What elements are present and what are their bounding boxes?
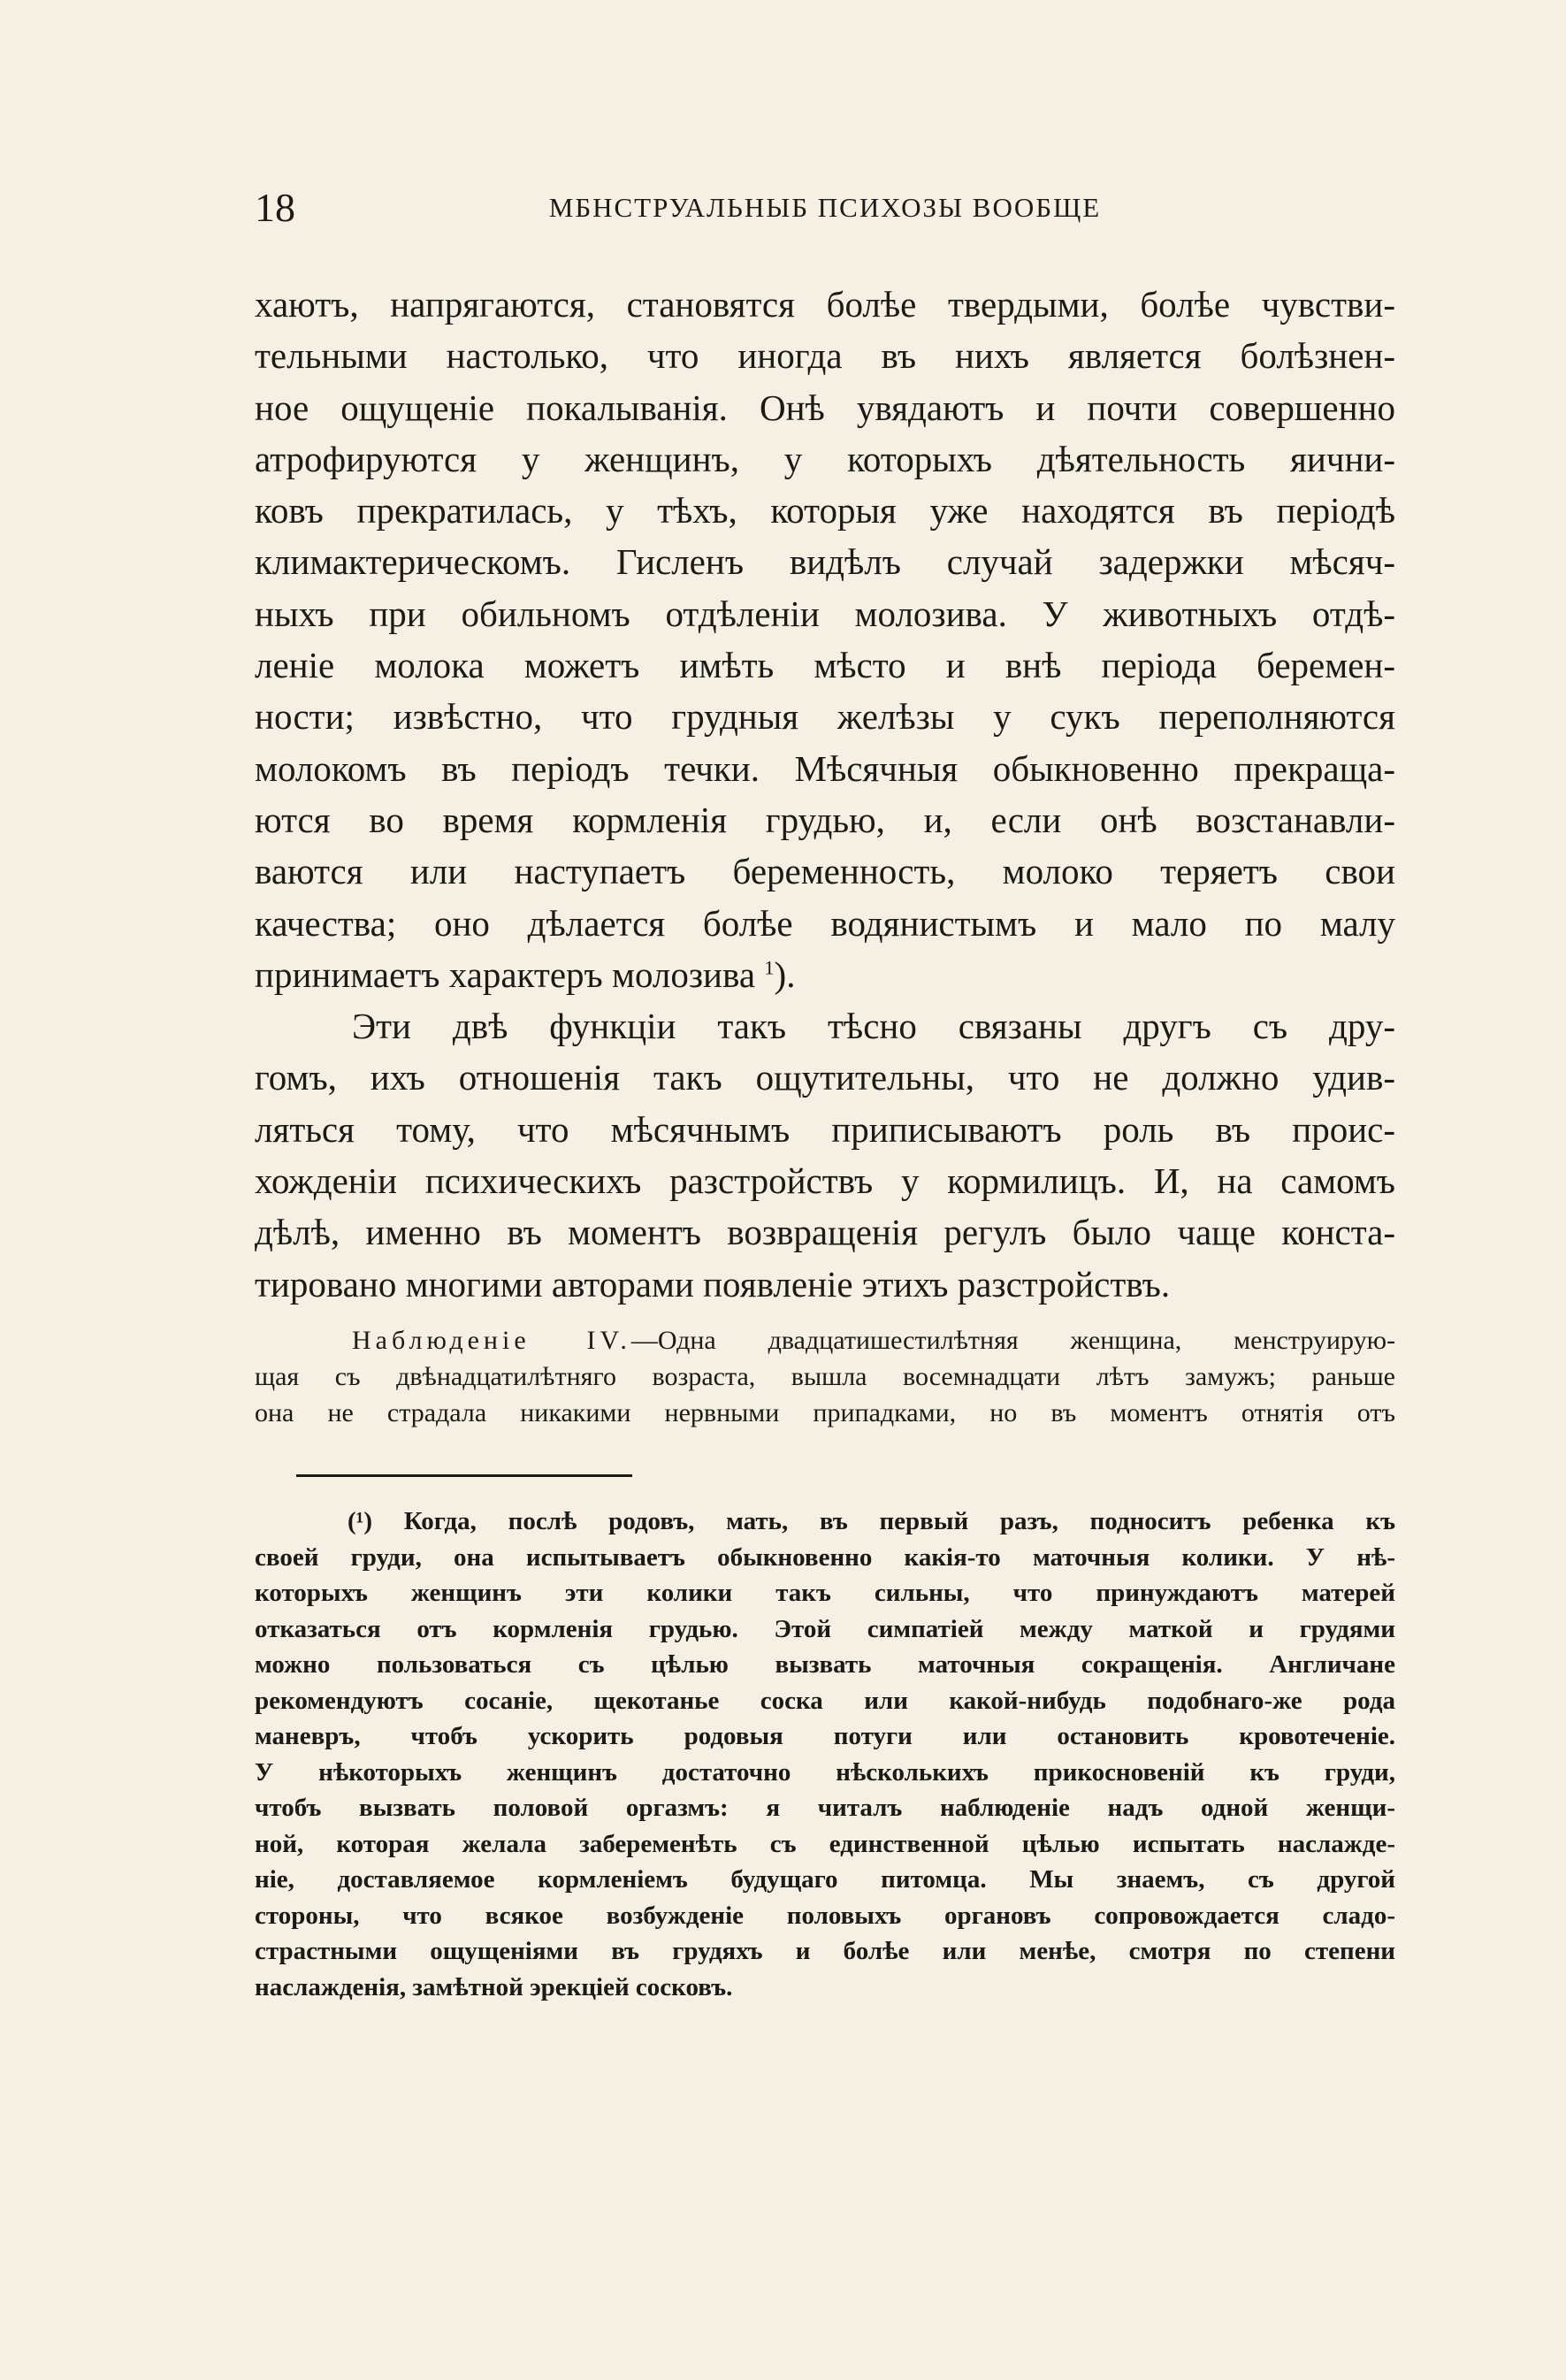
paragraph-1-line: ются во время кормленія грудью, и, если онѣ возстанавли- [255,799,1395,840]
page-header [255,181,1395,234]
footnote-line: маневръ, чтобъ ускорить родовыя потуги или остановить кровотеченіе. [255,1722,1395,1750]
footnote-line: стороны, что всякое возбужденіе половыхъ органовъ сопровождается сладо- [255,1901,1395,1930]
footnote-line: страстными ощущеніями въ грудяхъ и болѣе или менѣе, смотря по степени [255,1937,1395,1965]
footnote-line: рекомендуютъ сосаніе, щекотанье соска или какой-нибудь подобнаго-же рода [255,1686,1395,1715]
footnote-line: У нѣкоторыхъ женщинъ достаточно нѣсколькихъ прикосновеній къ груди, [255,1757,1395,1787]
observation-block [255,1322,1395,1431]
paragraph-2-line: дѣлѣ, именно въ моментъ возвращенія регулъ было чаще конста- [255,1212,1395,1253]
paragraph-1-line: тельными настолько, что иногда въ нихъ является болѣзнен- [255,335,1395,377]
footnote-line: отказаться отъ кормленія грудью. Этой симпатіей между маткой и грудями [255,1614,1395,1643]
paragraph-2-line: Эти двѣ функціи такъ тѣсно связаны другъ съ дру- [352,1006,1395,1047]
paragraph-2 [255,1000,1395,1258]
main-text [255,279,1395,1310]
page-number: 18 [255,185,295,230]
paragraph-2-last-line: тировано многими авторами появленіе этихъ разстройствъ. [255,1263,1171,1305]
paragraph-1-line: леніе молока можетъ имѣть мѣсто и внѣ періода беремен- [255,645,1395,686]
observation-line-1: Наблюденіе IV.—Одна двадцатишестилѣтняя женщина, менструирую- [352,1326,1395,1355]
observation-line-3: она не страдала никакими нервными припадками, но въ моментъ отнятія отъ [255,1398,1395,1427]
paragraph-2-line: гомъ, ихъ отношенія такъ ощутительны, что не должно удив- [255,1057,1395,1098]
paragraph-1-line: хаютъ, напрягаются, становятся болѣе твердыми, болѣе чувстви- [255,284,1395,325]
running-head: МБНСТРУАЛЬНЫБ ПСИХОЗЫ ВООБЩЕ [548,192,1102,223]
paragraph-2-line: ляться тому, что мѣсячнымъ приписываютъ роль въ проис- [255,1108,1395,1150]
paragraph-1-line: атрофируются у женщинъ, у которыхъ дѣятельность яични- [255,438,1395,479]
footnote-line: ніе, доставляемое кормленіемъ будущаго питомца. Мы знаемъ, съ другой [255,1865,1395,1894]
paragraph-2-line: хожденіи психическихъ разстройствъ у кормилицъ. И, на самомъ [255,1160,1395,1202]
observation-line-2: щая съ двѣнадцатилѣтняго возраста, вышла восемнадцати лѣтъ замужъ; раньше [255,1362,1395,1391]
footnote-reference[interactable]: 1 [764,956,775,979]
paragraph-1-line: качества; оно дѣлается болѣе водянистымъ и мало по малу [255,902,1395,944]
paragraph-1-line: ное ощущеніе покалыванія. Онѣ увядаютъ и почти совершенно [255,386,1395,428]
paragraph-1-line: молокомъ въ періодъ течки. Мѣсячныя обыкновенно прекраща- [255,747,1395,789]
footnote [255,1504,1395,2005]
paragraph-1-last-line: принимаетъ характеръ молозива $^1$). [255,953,796,995]
footnote-line: чтобъ вызвать половой оргазмъ: я читалъ наблюденіе надъ одной женщи- [255,1794,1395,1822]
footnote-last-line: наслажденія, замѣтной эрекціей сосковъ. [255,1972,733,2001]
footnote-line: (¹) Когда, послѣ родовъ, мать, въ первый разъ, подноситъ ребенка къ [348,1507,1395,1535]
paragraph-1 [255,279,1395,949]
paragraph-1-line: ковъ прекратилась, у тѣхъ, которыя уже находятся въ періодѣ [255,490,1395,532]
paragraph-1-line: климактерическомъ. Гисленъ видѣлъ случай задержки мѣсяч- [255,541,1395,583]
footnote-marker: (¹) [348,1507,404,1535]
footnote-line: которыхъ женщинъ эти колики такъ сильны, что принуждаютъ матерей [255,1579,1395,1607]
footnote-line: ной, которая желала забеременѣть съ единственной цѣлью испытать наслажде- [255,1829,1395,1858]
footnote-divider [296,1474,632,1477]
paragraph-1-line: ности; извѣстно, что грудныя желѣзы у сукъ переполняются [255,696,1395,738]
paragraph-1-line: ныхъ при обильномъ отдѣленіи молозива. У животныхъ отдѣ- [255,593,1395,634]
paragraph-1-line: ваются или наступаетъ беременность, молоко теряетъ свои [255,851,1395,892]
footnote-line: можно пользоваться съ цѣлью вызвать маточныя сокращенія. Англичане [255,1650,1395,1679]
footnote-line: своей груди, она испытываетъ обыкновенно какія-то маточныя колики. У нѣ- [255,1542,1395,1572]
observation-label: Наблюденіе IV. [352,1326,631,1355]
